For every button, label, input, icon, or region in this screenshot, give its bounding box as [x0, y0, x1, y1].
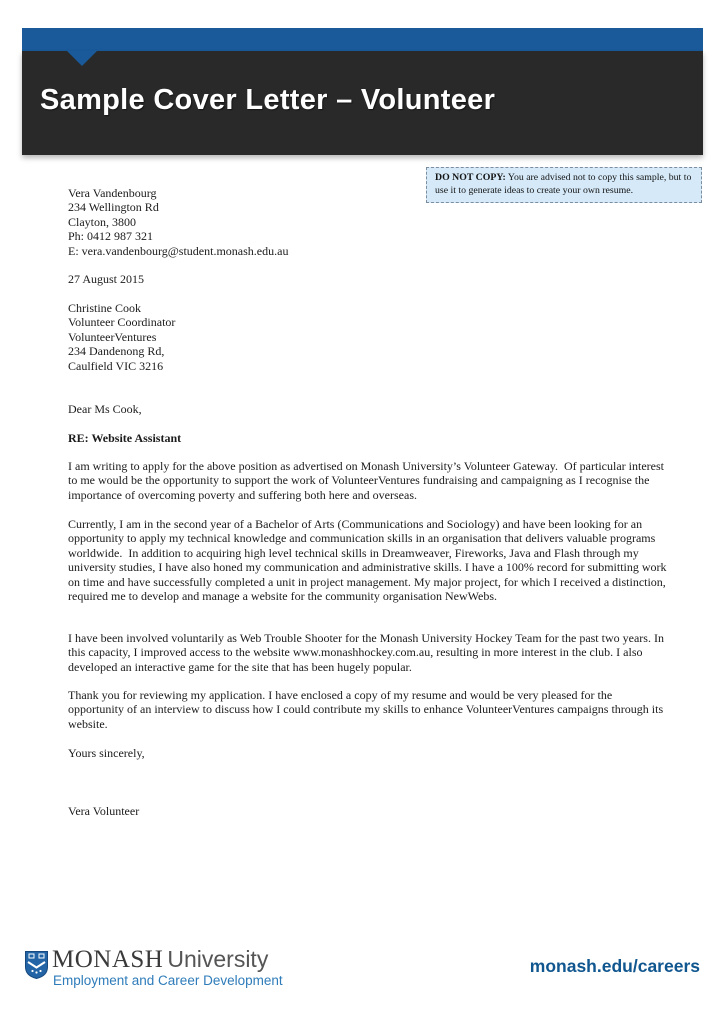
recipient-name: Christine Cook	[68, 301, 142, 315]
recipient-role: Volunteer Coordinator	[68, 315, 176, 330]
sender-address-block	[68, 186, 668, 258]
closing: Yours sincerely,	[68, 746, 145, 760]
header-blue-bar	[22, 28, 703, 51]
ribbon-notch	[67, 51, 97, 66]
page-title: Sample Cover Letter – Volunteer	[40, 84, 496, 116]
sender-suburb: Clayton, 3800	[68, 214, 136, 229]
recipient-organisation: VolunteerVentures	[68, 329, 157, 344]
logo-monash-text: MONASH	[52, 946, 164, 973]
paragraph-intro: I am writing to apply for the above position as advertised on Monash University’s Volunteer Gateway. Of particular interest to me would be the opportunity to support the work of VolunteerVentures fundraising and campaigning as I recognise the importance of overcoming poverty and suffering both here and overseas.	[68, 459, 667, 502]
sender-street: 234 Wellington Rd	[68, 200, 159, 215]
monash-shield-icon	[25, 951, 48, 984]
monash-logo-wordmark	[52, 946, 268, 973]
paragraph-experience: I have been involved voluntarily as Web Trouble Shooter for the Monash University Hockey Team for the past two years. In this capacity, I improved access to the website www.monashhockey.com.au, resulting in more interest in the club. I also developed an interactive game for the site that has been hugely popular.	[68, 631, 667, 674]
recipient-address-block	[68, 301, 668, 373]
subject-line: RE: Website Assistant	[68, 431, 182, 445]
footer-department-label: Employment and Career Development	[53, 973, 283, 988]
recipient-suburb: Caulfield VIC 3216	[68, 358, 164, 373]
signature-name: Vera Volunteer	[68, 804, 140, 818]
sender-email: E: vera.vandenbourg@student.monash.edu.au	[68, 243, 289, 258]
paragraph-education: Currently, I am in the second year of a Bachelor of Arts (Communications and Sociology) and have been looking for an opportunity to apply my technical knowledge and communication skills in an organisation that delivers valuable programs worldwide. In addition to acquiring high level technical skills in Dreamweaver, Fireworks, Java and Flash through my university studies, I have also honed my communication and administrative skills. I have a 100% record for submitting work on time and have successfully completed a unit in project management. My major project, for which I received a distinction, required me to develop and manage a website for the community organisation NewWebs.	[68, 517, 670, 604]
letter-date: 27 August 2015	[68, 272, 145, 286]
notice-text: You are advised not to copy this sample, but to use it to generate ideas to create your own resume.	[435, 172, 692, 196]
logo-university-text: University	[167, 946, 269, 972]
recipient-street: 234 Dandenong Rd,	[68, 344, 165, 359]
paragraph-thanks: Thank you for reviewing my application. I have enclosed a copy of my resume and would be very pleased for the opportunity of an interview to discuss how I could contribute my skills to enhance VolunteerVentures campaigns through its website.	[68, 688, 667, 731]
notice-bold-label: DO NOT COPY:	[435, 172, 506, 183]
sender-phone: Ph: 0412 987 321	[68, 229, 154, 244]
salutation: Dear Ms Cook,	[68, 402, 142, 416]
careers-url-link[interactable]: monash.edu/careers	[529, 956, 700, 976]
sender-name: Vera Vandenbourg	[68, 186, 157, 200]
